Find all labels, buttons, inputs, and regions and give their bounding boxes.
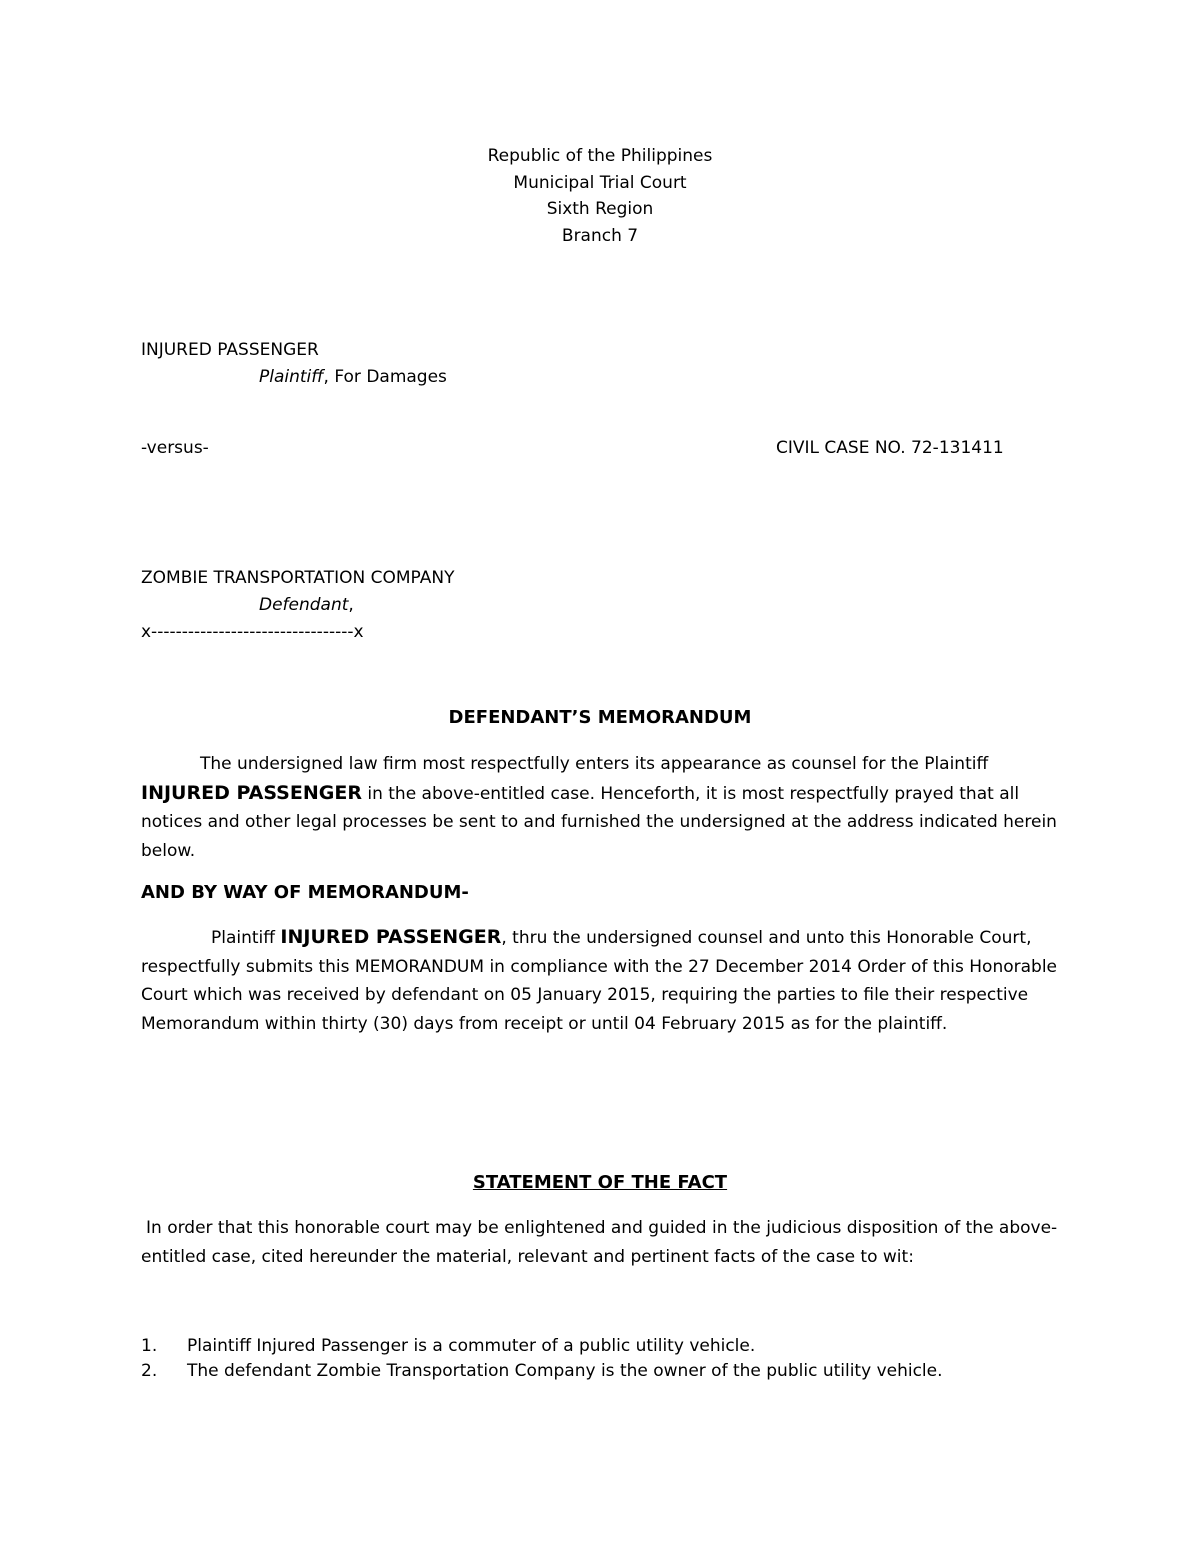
case-number: CIVIL CASE NO. 72-131411 xyxy=(776,438,1004,458)
versus-label: -versus- xyxy=(141,438,209,458)
memorandum-intro: Plaintiff xyxy=(211,928,281,948)
facts-intro: In order that this honorable court may be enlightened and guided in the judicious disposition of the above-entitled case, cited hereunder the material, relevant and pertinent facts of the case to wit: xyxy=(141,1218,1058,1267)
header-branch: Branch 7 xyxy=(561,226,639,246)
memorandum-plaintiff-name: INJURED PASSENGER xyxy=(280,926,502,948)
plaintiff-role: Plaintiff xyxy=(259,367,324,387)
caption-separator: x---------------------------------x xyxy=(141,622,364,642)
defendant-role: Defendant xyxy=(259,595,349,615)
document-title: DEFENDANT’S MEMORANDUM xyxy=(448,707,752,728)
fact-item: The defendant Zombie Transportation Company is the owner of the public utility vehicle. xyxy=(187,1361,943,1381)
fact-number: 1. xyxy=(141,1336,158,1356)
appearance-intro: The undersigned law firm most respectfully enters its appearance as counsel for the Plaintiff xyxy=(200,754,989,774)
appearance-rest: in the above-entitled case. Henceforth, it is most respectfully prayed that all notices and other legal processes be sent to and furnished the undersigned at the address indicated herein below. xyxy=(141,783,1057,861)
appearance-paragraph xyxy=(141,750,1061,865)
header-court: Municipal Trial Court xyxy=(513,173,687,193)
memorandum-heading: AND BY WAY OF MEMORANDUM- xyxy=(141,882,469,903)
plaintiff-name: INJURED PASSENGER xyxy=(141,340,319,360)
defendant-role-line xyxy=(259,594,354,616)
memorandum-rest: , thru the undersigned counsel and unto this Honorable Court, respectfully submits this MEMORANDUM in compliance with the 27 December 2014 Order of this Honorable Court which was received by defendant on 05 January 2015, requiring the parties to file their respective Memorandum within thirty (30) days from receipt or until 04 February 2015 as for the plaintiff. xyxy=(141,928,1057,1034)
header-republic: Republic of the Philippines xyxy=(487,146,713,166)
header-region: Sixth Region xyxy=(546,199,654,219)
appearance-plaintiff-name: INJURED PASSENGER xyxy=(141,781,362,804)
fact-number: 2. xyxy=(141,1361,158,1381)
defendant-name: ZOMBIE TRANSPORTATION COMPANY xyxy=(141,568,455,588)
facts-heading: STATEMENT OF THE FACT xyxy=(472,1172,728,1193)
plaintiff-action: , For Damages xyxy=(323,367,447,387)
plaintiff-role-line xyxy=(259,366,447,388)
defendant-suffix: , xyxy=(348,595,354,615)
fact-item: Plaintiff Injured Passenger is a commuter of a public utility vehicle. xyxy=(187,1336,756,1356)
memorandum-paragraph xyxy=(141,923,1061,1038)
